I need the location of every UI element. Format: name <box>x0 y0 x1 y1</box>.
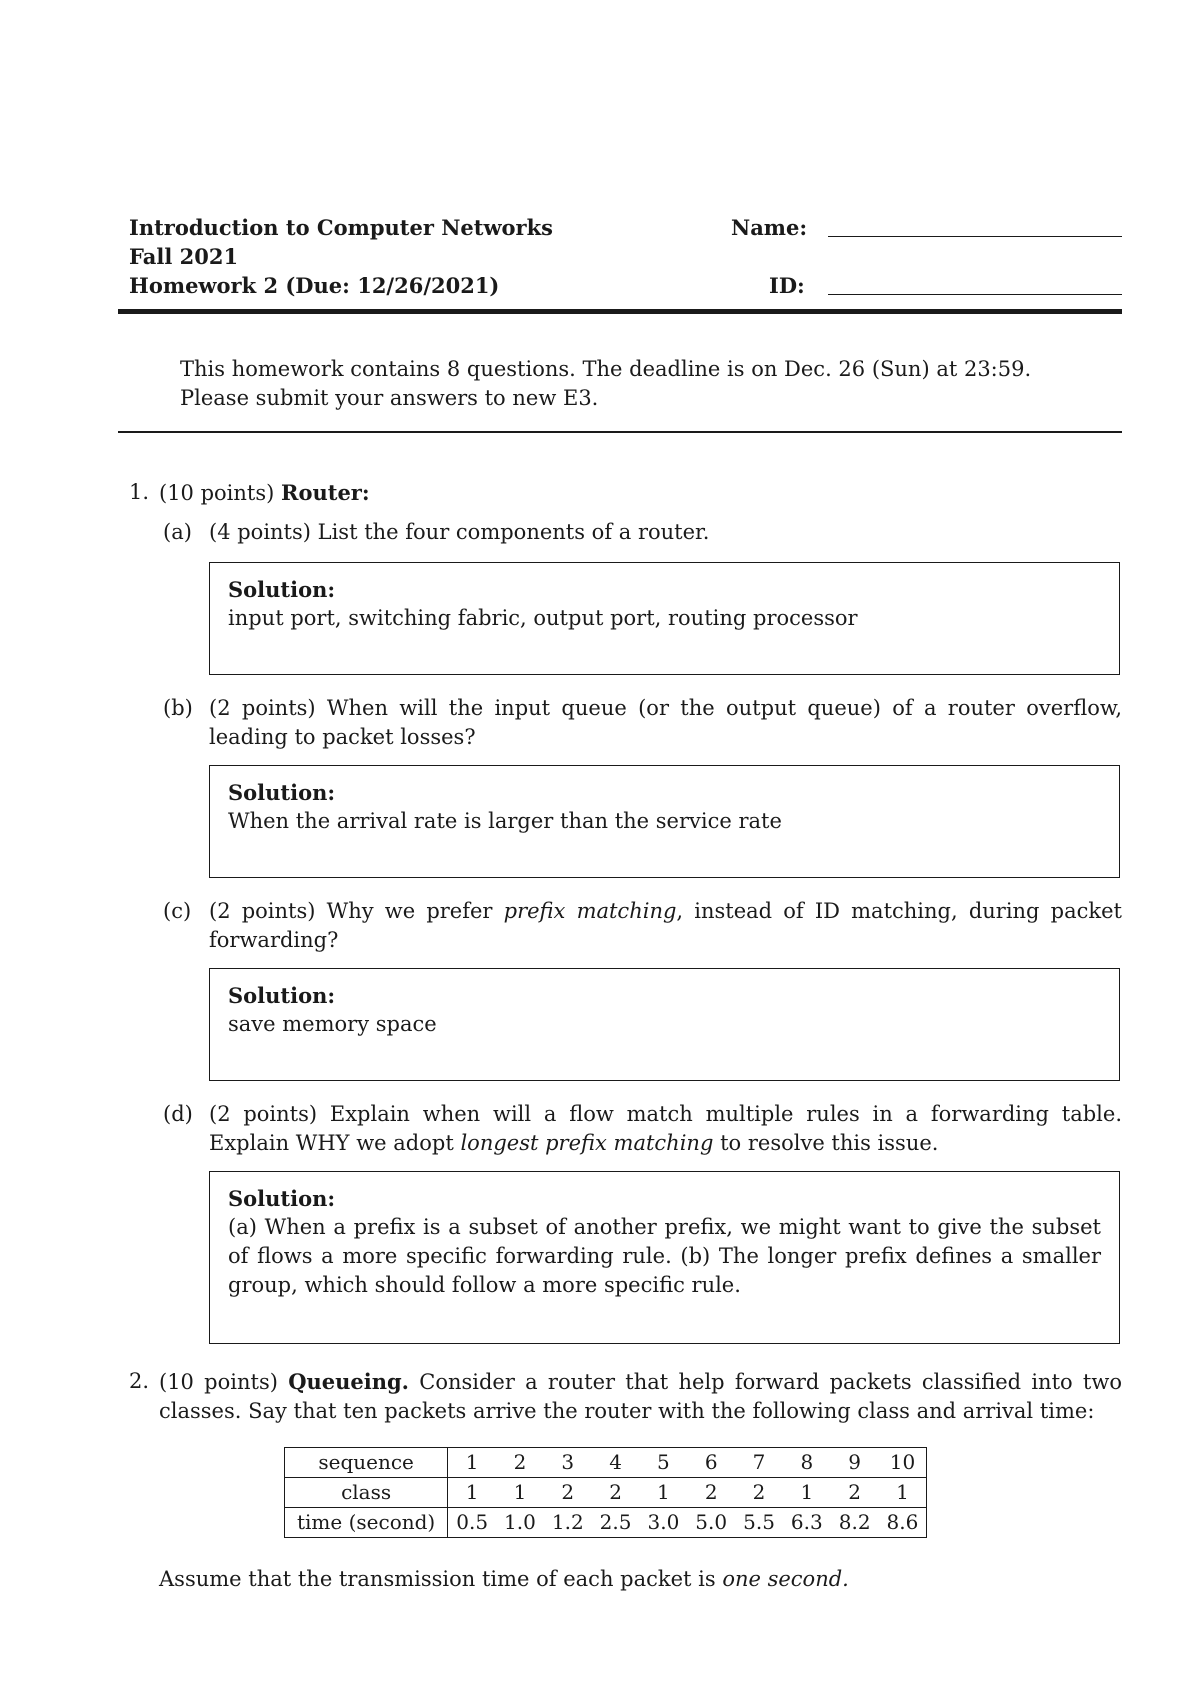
table-cell: 1 <box>639 1478 687 1508</box>
table-cell: 5.5 <box>735 1508 783 1538</box>
header-divider <box>118 309 1122 314</box>
table-cell: 3 <box>544 1448 592 1478</box>
table-cell: 5.0 <box>687 1508 735 1538</box>
intro-divider <box>118 431 1122 433</box>
question-1c <box>163 897 1122 955</box>
table-cell: 9 <box>831 1448 879 1478</box>
sub-text-post: to resolve this issue. <box>720 1131 939 1155</box>
name-blank-line[interactable] <box>828 236 1122 237</box>
sub-text-pre: (2 points) Why we prefer <box>209 899 493 923</box>
solution-text: input port, switching fabric, output port, routing processor <box>228 606 858 630</box>
question-points: (10 points) <box>159 481 275 505</box>
assumption-text <box>159 1565 849 1594</box>
table-cell: 2 <box>735 1478 783 1508</box>
row-label-time: time (second) <box>285 1508 448 1538</box>
intro-text <box>180 355 1080 413</box>
table-cell: 0.5 <box>448 1508 496 1538</box>
question-title: Router: <box>281 480 370 505</box>
solution-box-1a <box>209 562 1120 675</box>
id-blank-line[interactable] <box>828 294 1122 295</box>
table-cell: 1 <box>783 1478 831 1508</box>
solution-text: When the arrival rate is larger than the service rate <box>228 809 782 833</box>
sub-text: (2 points) When will the input queue (or the output queue) of a router overflow, leading to packet losses? <box>209 696 1122 749</box>
intro-line-1: This homework contains 8 questions. The deadline is on Dec. 26 (Sun) at 23:59. <box>180 357 1032 381</box>
table-cell: 5 <box>639 1448 687 1478</box>
table-cell: 2 <box>592 1478 640 1508</box>
homework-title: Homework 2 (Due: 12/26/2021) <box>129 273 500 298</box>
sub-text <box>209 1100 1122 1158</box>
table-cell: 1.2 <box>544 1508 592 1538</box>
document-header <box>129 213 1122 300</box>
course-title: Introduction to Computer Networks <box>129 215 553 240</box>
table-cell: 6 <box>687 1448 735 1478</box>
table-cell: 2 <box>544 1478 592 1508</box>
table-cell: 1 <box>879 1478 927 1508</box>
question-text: Consider a router that help forward packets classified into two classes. Say that ten packets arrive the router with the following class and arrival time: <box>159 1370 1122 1423</box>
table-cell: 1 <box>448 1478 496 1508</box>
table-cell: 2.5 <box>592 1508 640 1538</box>
table-cell: 2 <box>831 1478 879 1508</box>
table-cell: 1 <box>496 1478 544 1508</box>
id-label: ID: <box>769 273 805 298</box>
table-cell: 7 <box>735 1448 783 1478</box>
table-cell: 8.2 <box>831 1508 879 1538</box>
question-1d <box>163 1100 1122 1158</box>
sub-label: (d) <box>163 1102 193 1126</box>
question-number: 2. <box>129 1369 150 1393</box>
sub-text-emphasis: longest prefix matching <box>460 1131 714 1155</box>
solution-title: Solution: <box>228 577 336 602</box>
table-row <box>285 1478 927 1508</box>
row-label-class: class <box>285 1478 448 1508</box>
table-row <box>285 1508 927 1538</box>
question-1b <box>163 694 1122 752</box>
sub-text-pre: (2 points) Explain when will a flow match multiple rules in a forwarding table. Explain WHY we adopt <box>209 1102 1122 1155</box>
table-row <box>285 1448 927 1478</box>
sub-text <box>209 897 1122 955</box>
question-points: (10 points) <box>159 1370 278 1394</box>
solution-title: Solution: <box>228 1186 336 1211</box>
sub-label: (c) <box>163 899 192 923</box>
term-label: Fall 2021 <box>129 244 239 269</box>
table-cell: 8.6 <box>879 1508 927 1538</box>
solution-text: (a) When a prefix is a subset of another prefix, we might want to give the subset of flows a more specific forwarding rule. (b) The longer prefix defines a smaller group, which should follow a more specific rule. <box>228 1215 1101 1297</box>
question-1a <box>163 518 1122 547</box>
assumption-emphasis: one second. <box>722 1567 849 1591</box>
sub-text-emphasis: prefix matching <box>503 899 677 923</box>
question-number: 1. <box>129 480 150 504</box>
sub-text: (4 points) List the four components of a router. <box>209 520 710 544</box>
table-cell: 6.3 <box>783 1508 831 1538</box>
question-1 <box>129 478 1122 508</box>
solution-box-1b <box>209 765 1120 878</box>
question-2 <box>129 1367 1122 1426</box>
solution-box-1c <box>209 968 1120 1081</box>
solution-title: Solution: <box>228 983 336 1008</box>
table-cell: 1.0 <box>496 1508 544 1538</box>
table-cell: 1 <box>448 1448 496 1478</box>
sub-label: (b) <box>163 696 193 720</box>
row-label-sequence: sequence <box>285 1448 448 1478</box>
solution-title: Solution: <box>228 780 336 805</box>
table-cell: 4 <box>592 1448 640 1478</box>
arrival-table <box>284 1447 927 1538</box>
table-cell: 3.0 <box>639 1508 687 1538</box>
table-cell: 2 <box>687 1478 735 1508</box>
question-title: Queueing. <box>288 1369 409 1394</box>
sub-label: (a) <box>163 520 192 544</box>
name-label: Name: <box>731 215 808 240</box>
assumption-pre: Assume that the transmission time of each packet is <box>159 1567 716 1591</box>
table-cell: 2 <box>496 1448 544 1478</box>
table-cell: 8 <box>783 1448 831 1478</box>
solution-box-1d <box>209 1171 1120 1344</box>
solution-text: save memory space <box>228 1012 437 1036</box>
table-cell: 10 <box>879 1448 927 1478</box>
sub-text-post: , instead of ID matching, during packet forwarding? <box>209 899 1122 952</box>
intro-line-2: Please submit your answers to new E3. <box>180 386 599 410</box>
